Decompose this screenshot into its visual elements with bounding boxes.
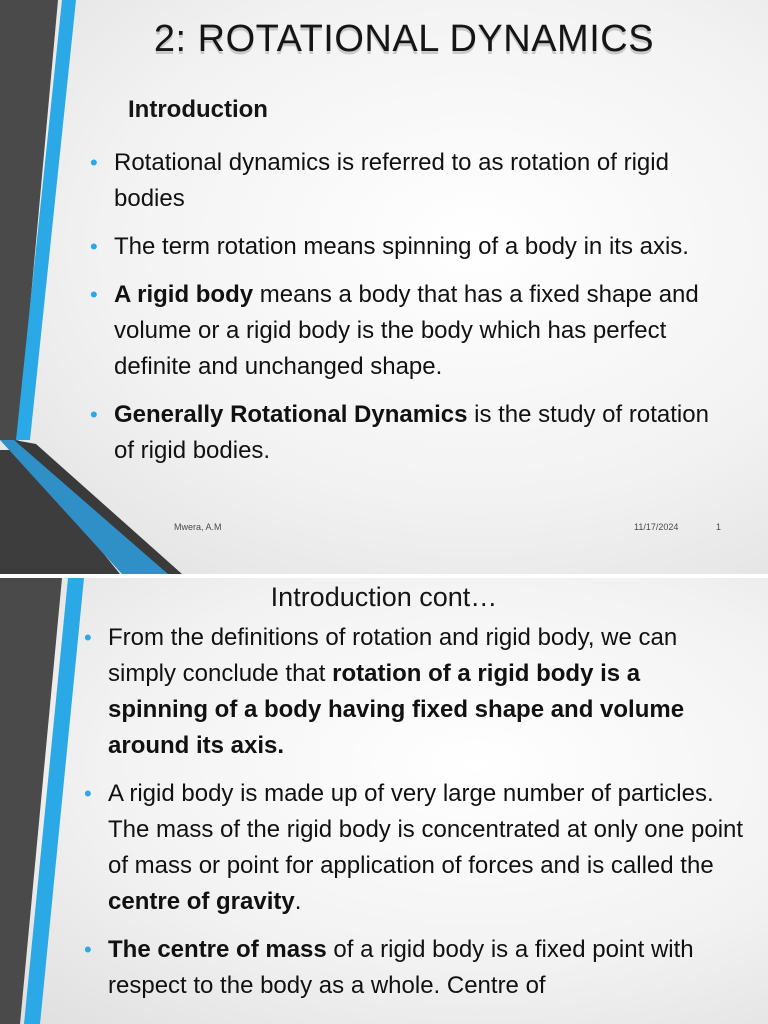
bullet-item: • Rotational dynamics is referred to as rotation of rigid bodies [90,145,730,217]
footer-date: 11/17/2024 [634,522,679,532]
bullet-item: • Generally Rotational Dynamics is the study of rotation of rigid bodies. [90,397,730,469]
bullet-item: • A rigid body is made up of very large number of particles. The mass of the rigid body is concentrated at only one point of mass or point for application of forces and is called the centre of gravity. [84,776,744,920]
slide-title: Introduction cont… [270,582,498,612]
bullet-icon: • [90,402,98,427]
bullet-list [90,145,730,481]
bullet-item: • A rigid body means a body that has a fixed shape and volume or a rigid body is the body which has perfect definite and unchanged shape. [90,277,730,385]
bullet-icon: • [90,282,98,307]
bullet-icon: • [90,234,98,259]
bullet-item: • The centre of mass of a rigid body is a fixed point with respect to the body as a whole. Centre of [84,932,744,1004]
slide-title: 2: ROTATIONAL DYNAMICS [153,18,655,60]
bullet-icon: • [90,150,98,175]
bullet-list [84,620,744,1016]
bullet-icon: • [84,937,92,962]
bullet-item: • From the definitions of rotation and rigid body, we can simply conclude that rotation of a rigid body is a spinning of a body having fixed shape and volume around its axis. [84,620,744,764]
footer-page-number: 1 [716,522,722,532]
bullet-item: • The term rotation means spinning of a body in its axis. [90,229,730,265]
slide-subtitle: Introduction [128,96,268,123]
bullet-icon: • [84,625,92,650]
footer-author: Mwera, A.M [174,522,222,532]
slide-2 [0,578,768,1024]
bullet-icon: • [84,781,92,806]
